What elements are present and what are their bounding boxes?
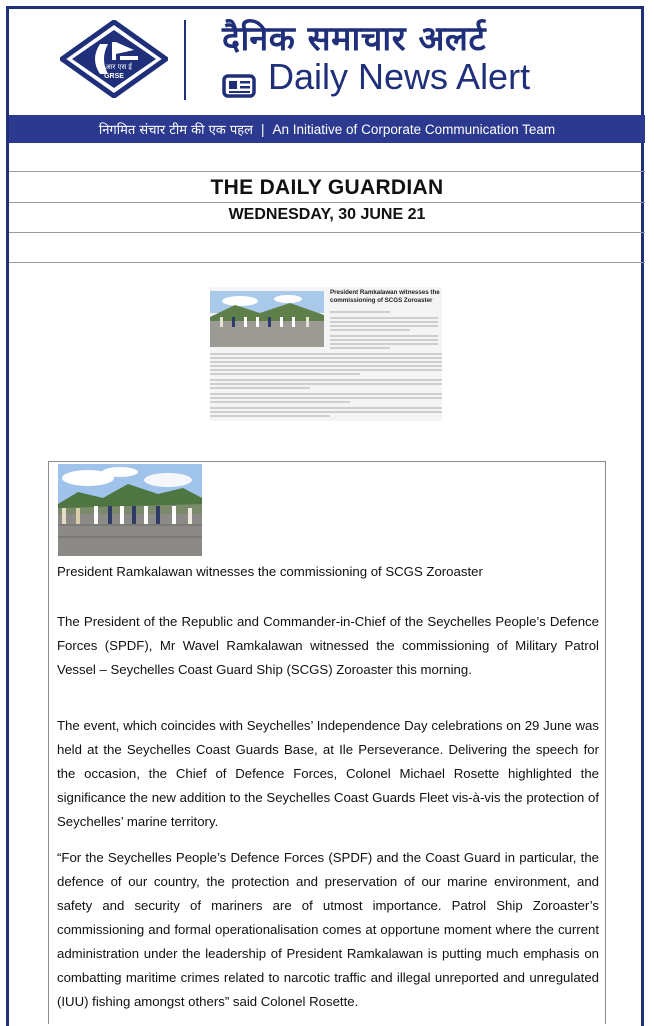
thumbnail-photo [210,291,324,347]
article-paragraph: “For the Seychelles People’s Defence Forces (SPDF) and the Coast Guard in particular, the defence of our country, the protection and preservation of our marine environment, and safety and security of mariners are of utmost importance. Patrol Ship Zoroaster’s commissioning and formal operationalisation comes at opportune moment where the current administration under the leadership of President Ramkalawan is putting much emphasis on combatting maritime crimes related to narcotic traffic and illegal unreported and unregulated (IUU) fishing amongst others” said Colonel Rosette. [57,850,599,1009]
thumbnail-text-line [210,411,442,413]
banner-hindi-text: निगमित संचार टीम की एक पहल [98,123,253,138]
thumbnail-text-line [210,373,360,375]
thumbnail-title: President Ramkalawan witnesses the commissioning of SCGS Zoroaster [330,289,440,305]
thumbnail-text-line [210,387,310,389]
article-title: President Ramkalawan witnesses the commissioning of SCGS Zoroaster [57,564,483,579]
thumbnail-text-line [210,353,442,355]
banner-separator: | [261,121,265,137]
thumbnail-text-line [330,339,438,341]
divider-line [9,262,645,263]
thumbnail-text-line [330,321,438,323]
header-title-english: Daily News Alert [268,56,531,97]
thumbnail-text-line [330,317,438,319]
thumbnail-text-line [210,365,442,367]
publication-date: WEDNESDAY, 30 JUNE 21 [228,206,426,223]
thumbnail-text-line [210,369,442,371]
article-paragraph: The President of the Republic and Commander-in-Chief of the Seychelles People’s Defence Forces (SPDF), Mr Wavel Ramkalawan witnessed the commissioning of Military Patrol Vessel – Seychelles Coast Guard Ship (SCGS) Zoroaster this morning. [57,614,599,677]
thumbnail-text-line [210,401,350,403]
thumbnail-text-line [210,397,442,399]
article-photo [58,464,202,556]
header-divider [184,20,186,100]
thumbnail-text-line [210,407,442,409]
divider-line [9,232,645,233]
article-paragraph: The event, which coincides with Seychelles’ Independence Day celebrations on 29 June was held at the Seychelles Coast Guards Base, at Ile Perseverance. Delivering the speech for the occasion, the Chief of Defence Forces, Colonel Michael Rosette highlighted the significance the new addition to the Seychelles Coast Guards Fleet vis-à-vis the protection of Seychelles’ marine territory. [57,718,599,829]
banner-english-text: An Initiative of Corporate Communication Team [272,121,556,137]
thumbnail-text-line [210,393,442,395]
clipping-thumbnail [210,287,442,421]
thumbnail-text-line [210,383,442,385]
thumbnail-text-line [210,361,442,363]
thumbnail-text-line [330,343,438,345]
thumbnail-text-line [330,329,410,331]
grse-logo [60,20,168,98]
publication-name: THE DAILY GUARDIAN [210,176,444,199]
thumbnail-text-line [210,357,442,359]
svg-text:जी आर एस ई: जी आर एस ई [96,63,132,71]
header-title-hindi: दैनिक समाचार अलर्ट [222,19,487,59]
thumbnail-text-line [210,415,330,417]
header-title-english-row [222,56,530,98]
thumbnail-text-line [210,379,442,381]
newspaper-icon [222,65,256,89]
thumbnail-text-line [330,325,438,327]
article-box [48,461,606,1024]
thumbnail-text-line [330,335,438,337]
thumbnail-text-line [330,347,390,349]
initiative-banner [9,115,645,143]
svg-text:GRSE: GRSE [104,73,124,80]
divider-line [9,171,645,172]
thumbnail-text-line [330,311,390,313]
divider-line [9,202,645,203]
